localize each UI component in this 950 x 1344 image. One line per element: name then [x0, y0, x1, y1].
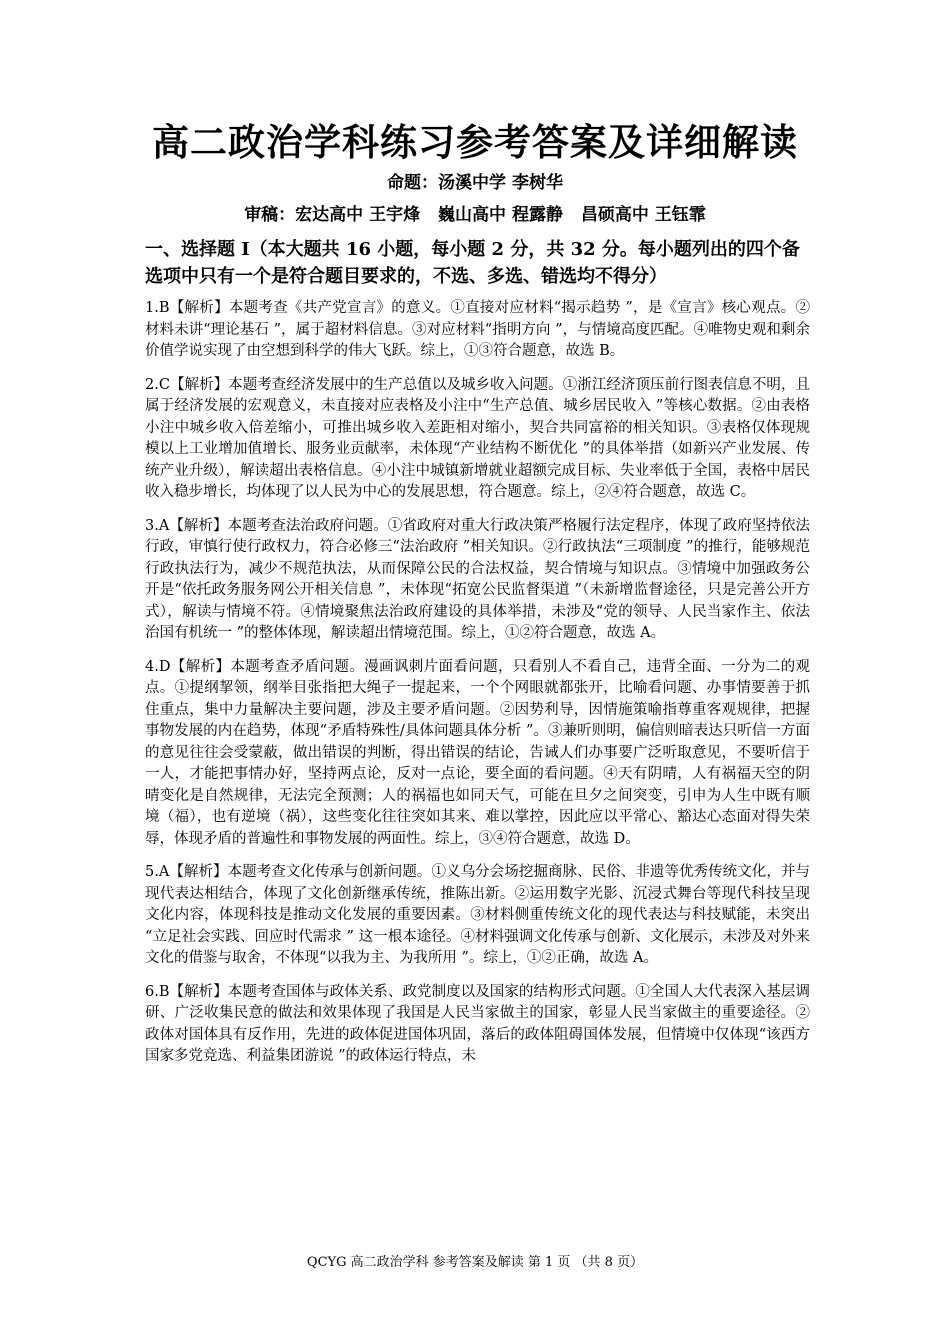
- answer-item-2: 2.C【解析】本题考查经济发展中的生产总值以及城乡收入问题。①浙江经济顶压前行图表信息不明，且属于经济发展的宏观意义，未直接对应表格及小注中“生产总值、城乡居民收入 ”等核心数据。②由表格小注中城乡收入倍差缩小，可推出城乡收入差距相对缩小，契合共同富裕的相关知识。③表格仅体现规模以上工业增加值增长、服务业贡献率，未体现“产业结构不断优化 ”的具体举措（如新兴产业发展、传统产业升级），解读超出表格信息。④小注中城镇新增就业超额完成目标、失业率低于全国，表格中居民收入稳步增长，均体现了以人民为中心的发展思想，符合题意。综上，②④符合题意，故选 C。: [145, 376, 810, 500]
- reviewer-3: 昌硕高中 王钰霏: [580, 205, 706, 225]
- reviewer-1: 审稿：宏达高中 王宇烽: [244, 205, 421, 225]
- page-title: 高二政治学科练习参考答案及详细解读: [152, 120, 798, 164]
- reviewer-line: [0, 200, 950, 225]
- answer-item-3: 3.A【解析】本题考查法治政府问题。①省政府对重大行政决策严格履行法定程序，体现了政府坚持依法行政，审慎行使行政权力，符合必修三“法治政府 ”相关知识。②行政执法“三项制度 ”的推行，能够规范行政执法行为，减少不规范执法，从而保障公民的合法权益，契合情境与知识点。③情境中加强政务公开是“依托政务服务网公开相关信息 ”，未体现“拓宽公民监督渠道 ”（未新增监督途径，只是完善公开方式），解读与情境不符。④情境聚焦法治政府建设的具体举措，未涉及“党的领导、人民当家作主、依法治国有机统一 ”的整体体现，解读超出情境范围。综上，①②符合题意，故选 A。: [145, 517, 810, 641]
- author-line: 命题：汤溪中学 李树华: [387, 173, 563, 193]
- answer-list: [145, 298, 810, 1080]
- section-heading: 一、选择题 Ⅰ（本大题共 16 小题，每小题 2 分，共 32 分。每小题列出的四个备选项中只有一个是符合题目要求的，不选、多选、错选均不得分）: [145, 239, 800, 287]
- answer-item-4: 4.D【解析】本题考查矛盾问题。漫画讽刺片面看问题，只看别人不看自己，违背全面、一分为二的观点。①提纲挈领，纲举目张指把大绳子一提起来，一个个网眼就都张开，比喻看问题、办事情要善于抓住重点，集中力量解决主要问题，涉及主要矛盾问题。②因势利导，因情施策喻指尊重客观规律，把握事物发展的内在趋势，体现“矛盾特殊性/具体问题具体分析 ”。③兼听则明，偏信则暗表达只听信一方面的意见往往会受蒙蔽，做出错误的判断，得出错误的结论，告诫人们办事要广泛听取意见，不要听信于一人，才能把事情办好，坚持两点论，反对一点论，要全面的看问题。④天有阴晴，人有祸福天空的阴晴变化是自然规律，无法完全预测；人的祸福也如同天气，可能在旦夕之间突变，引申为人生中既有顺境（福），也有逆境（祸），这些变化往往突如其来、难以掌控，因此应以平常心、豁达心态面对得失荣辱，体现矛盾的普遍性和事物发展的两面性。综上，③④符合题意，故选 D。: [145, 658, 810, 847]
- answer-item-5: 5.A【解析】本题考查文化传承与创新问题。①义乌分会场挖掘商脉、民俗、非遗等优秀传统文化，并与现代表达相结合，体现了文化创新继承传统，推陈出新。②运用数字光影、沉浸式舞台等现代科技呈现文化内容，体现科技是推动文化发展的重要因素。③材料侧重传统文化的现代表达与科技赋能，未突出 “立足社会实践、回应时代需求 ” 这一根本途径。④材料强调文化传承与创新、文化展示，未涉及对外来文化的借鉴与取舍，不体现“以我为主、为我所用 ”。综上，①②正确，故选 A。: [145, 864, 810, 966]
- answer-item-6: 6.B【解析】本题考查国体与政体关系、政党制度以及国家的结构形式问题。①全国人大代表深入基层调研、广泛收集民意的做法和效果体现了我国是人民当家做主的国家，彰显人民当家做主的重要途径。②政体对国体具有反作用，先进的政体促进国体巩固，落后的政体阻碍国体发展，但情境中仅体现“该西方国家多党竞选、利益集团游说 ”的政体运行特点，未: [145, 983, 810, 1064]
- answer-item-1: 1.B【解析】本题考查《共产党宣言》的意义。①直接对应材料“揭示趋势 ”，是《宣言》核心观点。②材料未讲“理论基石 ”，属于超材料信息。③对应材料“指明方向 ”，与情境高度匹配。④唯物史观和剩余价值学说实现了由空想到科学的伟大飞跃。综上，①③符合题意，故选 B。: [145, 300, 810, 359]
- reviewer-2: 巍山高中 程露静: [438, 205, 563, 225]
- page-footer: QCYG 高二政治学科 参考答案及解读 第 1 页 （共 8 页）: [306, 1255, 644, 1270]
